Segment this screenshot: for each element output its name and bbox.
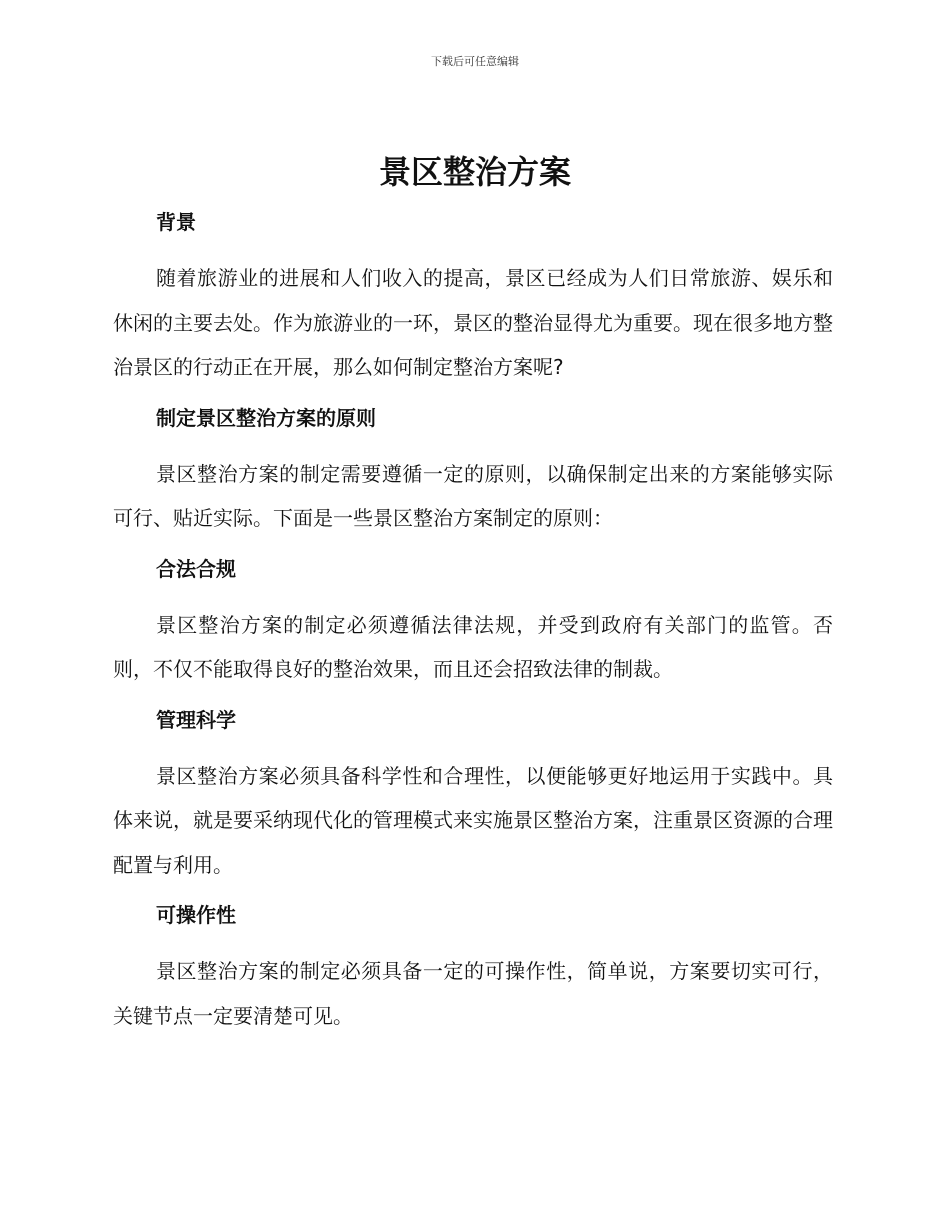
section-paragraph-operability: 景区整治方案的制定必须具备一定的可操作性，简单说，方案要切实可行，关键节点一定要清楚可见。 [113, 959, 833, 1028]
section-paragraph-legal-compliance: 景区整治方案的制定必须遵循法律法规，并受到政府有关部门的监管。否则，不仅不能取得良好的整治效果，而且还会招致法律的制裁。 [113, 612, 833, 681]
section-heading-operability: 可操作性 [156, 903, 236, 927]
section-heading-legal-compliance: 合法合规 [156, 556, 236, 581]
page-header-note: 下载后可任意编辑 [431, 55, 519, 68]
section-paragraph-scientific-management: 景区整治方案必须具备科学性和合理性，以便能够更好地运用于实践中。具体来说，就是要采纳现代化的管理模式来实施景区整治方案，注重景区资源的合理配置与利用。 [113, 763, 833, 877]
section-paragraph-principles: 景区整治方案的制定需要遵循一定的原则，以确保制定出来的方案能够实际可行、贴近实际。下面是一些景区整治方案制定的原则： [113, 461, 833, 530]
document-body [113, 203, 833, 1038]
section-heading-principles: 制定景区整治方案的原则 [156, 405, 376, 430]
section-paragraph-background: 随着旅游业的进展和人们收入的提高，景区已经成为人们日常旅游、娱乐和休闲的主要去处。作为旅游业的一环，景区的整治显得尤为重要。现在很多地方整治景区的行动正在开展，那么如何制定整治方案呢? [113, 266, 833, 379]
section-heading-scientific-management: 管理科学 [156, 707, 236, 732]
section-heading-background: 背景 [156, 210, 196, 234]
document-title: 景区整治方案 [378, 153, 571, 191]
